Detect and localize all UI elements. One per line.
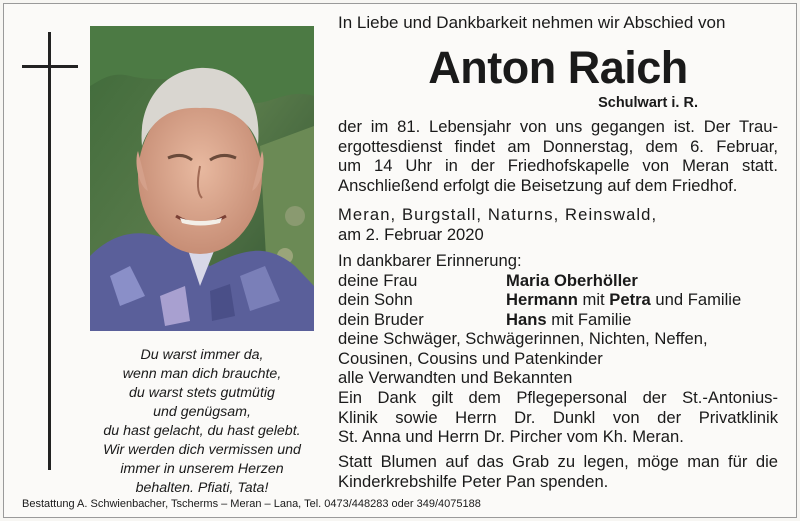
thanks-line: Klinik sowie Herrn Dr. Dunkl von der Privatklinik <box>338 407 778 427</box>
mourner-relation: dein Sohn <box>338 290 413 309</box>
mourners-section <box>338 251 778 388</box>
relatives-line: deine Schwäger, Schwägerinnen, Nichten, Neffen, <box>338 329 708 348</box>
mourner-name: Hans <box>506 309 547 329</box>
deceased-name: Anton Raich <box>428 42 688 93</box>
verse-line: und genügsam, <box>153 404 251 420</box>
relatives-line: alle Verwandten und Bekannten <box>338 368 573 387</box>
thanks-line: Ein Dank gilt dem Pflegepersonal der St.-Antonius- <box>338 388 778 407</box>
portrait-photo <box>90 26 314 331</box>
memorial-verse <box>90 346 314 498</box>
announcement-line: ergottesdienst findet am Donnerstag, dem 6. Februar, <box>338 136 778 156</box>
verse-line: behalten. Pfiati, Tata! <box>135 480 269 496</box>
donation-paragraph <box>338 452 778 491</box>
thanks-line: St. Anna und Herrn Dr. Pircher vom Kh. Meran. <box>338 427 684 446</box>
date-line: am 2. Februar 2020 <box>338 224 484 244</box>
verse-line: du warst stets gutmütig <box>129 385 275 401</box>
mourner-name: Maria Oberhöller <box>506 270 638 290</box>
mourner-row-brother <box>338 310 778 330</box>
announcement-paragraph <box>338 117 778 195</box>
verse-line: immer in unserem Herzen <box>120 461 284 477</box>
mourner-connector: mit <box>577 290 610 309</box>
mourner-suffix: mit Familie <box>546 309 632 329</box>
mourner-partner-name: Petra <box>609 290 651 309</box>
mourner-suffix: und Familie <box>650 290 742 309</box>
places-line: Meran, Burgstall, Naturns, Reinswald, <box>338 205 658 224</box>
place-date <box>338 205 778 244</box>
announcement-line: Anschließend erfolgt die Beisetzung auf dem Friedhof. <box>338 175 738 195</box>
thanks-paragraph <box>338 388 778 447</box>
intro-line: In Liebe und Dankbarkeit nehmen wir Abschied von <box>338 13 726 32</box>
mourner-name: Hermann <box>506 290 578 309</box>
announcement-line: der im 81. Lebensjahr von uns gegangen ist. Der Trau- <box>338 117 778 136</box>
cross-symbol-horizontal <box>22 65 78 68</box>
mourner-relation: deine Frau <box>338 270 418 290</box>
funeral-home-footer: Bestattung A. Schwienbacher, Tscherms – Meran – Lana, Tel. 0473/448283 oder 349/4075188 <box>22 498 481 510</box>
verse-line: du hast gelacht, du hast gelebt. <box>103 423 301 439</box>
mourner-row-wife <box>338 271 778 291</box>
verse-line: Du warst immer da, <box>140 347 264 363</box>
verse-line: Wir werden dich vermissen und <box>103 442 301 458</box>
mourner-row-son <box>338 290 778 310</box>
mourner-relation: dein Bruder <box>338 309 424 329</box>
remembrance-heading: In dankbarer Erinnerung: <box>338 251 522 270</box>
donation-line: Statt Blumen auf das Grab zu legen, möge man für die <box>338 452 778 471</box>
donation-line: Kinderkrebshilfe Peter Pan spenden. <box>338 471 609 491</box>
verse-line: wenn man dich brauchte, <box>122 366 282 382</box>
announcement-line: um 14 Uhr in der Friedhofskapelle von Meran statt. <box>338 156 778 175</box>
cross-symbol-vertical <box>48 32 51 470</box>
deceased-role: Schulwart i. R. <box>598 95 698 111</box>
relatives-line: Cousinen, Cousins und Patenkinder <box>338 348 603 368</box>
